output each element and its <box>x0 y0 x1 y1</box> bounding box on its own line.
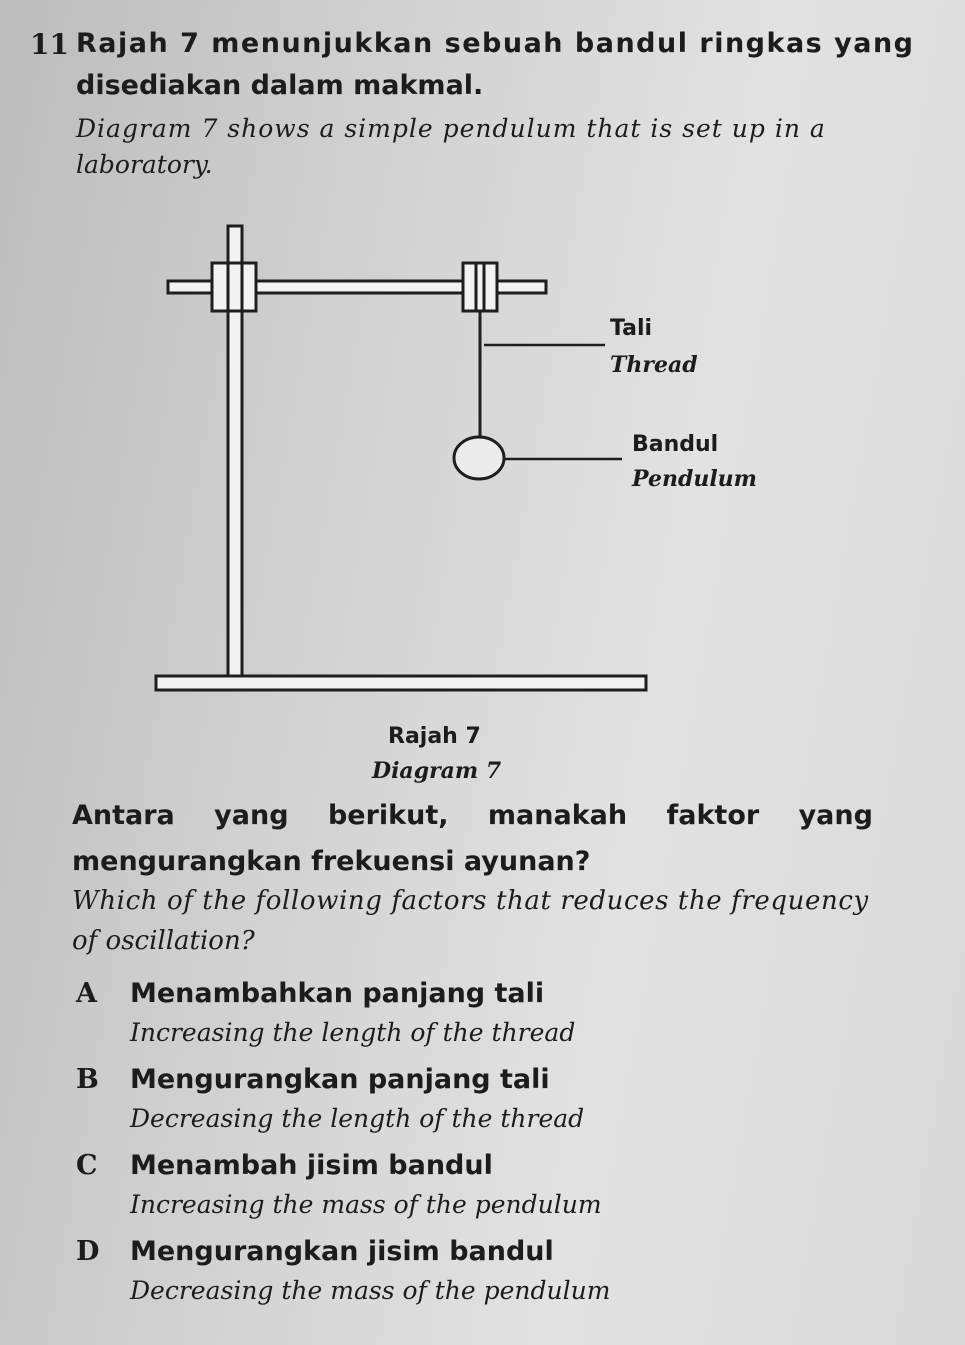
pendulum-bob <box>454 437 504 479</box>
diagram-caption-english: Diagram 7 <box>372 758 502 784</box>
label-pendulum-malay: Bandul <box>632 432 719 457</box>
option-c-malay: Menambah jisim bandul <box>130 1150 493 1181</box>
option-d-english: Decreasing the mass of the pendulum <box>130 1276 611 1305</box>
label-thread-malay: Tali <box>610 316 653 341</box>
option-a-letter: A <box>76 978 97 1009</box>
question-number: 11 <box>30 28 69 61</box>
question-text-english-line-2: laboratory. <box>76 150 213 179</box>
retort-stand-base <box>156 676 646 690</box>
label-pendulum-english: Pendulum <box>632 466 757 492</box>
prompt-english-line-1: Which of the following factors that reduces the frequency <box>72 886 869 916</box>
boss-clamp <box>212 263 256 311</box>
option-b-letter: B <box>76 1064 99 1095</box>
question-text-malay-line-1: Rajah 7 menunjukkan sebuah bandul ringkas yang <box>76 28 915 59</box>
diagram-caption-malay: Rajah 7 <box>388 724 481 749</box>
prompt-malay-line-1: Antara yang berikut, manakah faktor yang <box>72 800 873 831</box>
label-thread-english: Thread <box>610 352 698 378</box>
prompt-english-line-2: of oscillation? <box>72 926 255 956</box>
question-text-english-line-1: Diagram 7 shows a simple pendulum that is set up in a <box>76 114 826 143</box>
prompt-malay-line-2: mengurangkan frekuensi ayunan? <box>72 846 591 877</box>
option-a-malay: Menambahkan panjang tali <box>130 978 545 1009</box>
option-a-english: Increasing the length of the thread <box>130 1018 576 1047</box>
option-d-letter: D <box>76 1236 100 1267</box>
option-b-malay: Mengurangkan panjang tali <box>130 1064 550 1095</box>
option-d-malay: Mengurangkan jisim bandul <box>130 1236 554 1267</box>
thread-clamp <box>463 263 497 311</box>
option-b-english: Decreasing the length of the thread <box>130 1104 585 1133</box>
question-text-malay-line-2: disediakan dalam makmal. <box>76 70 484 101</box>
option-c-english: Increasing the mass of the pendulum <box>130 1190 602 1219</box>
option-c-letter: C <box>76 1150 98 1181</box>
